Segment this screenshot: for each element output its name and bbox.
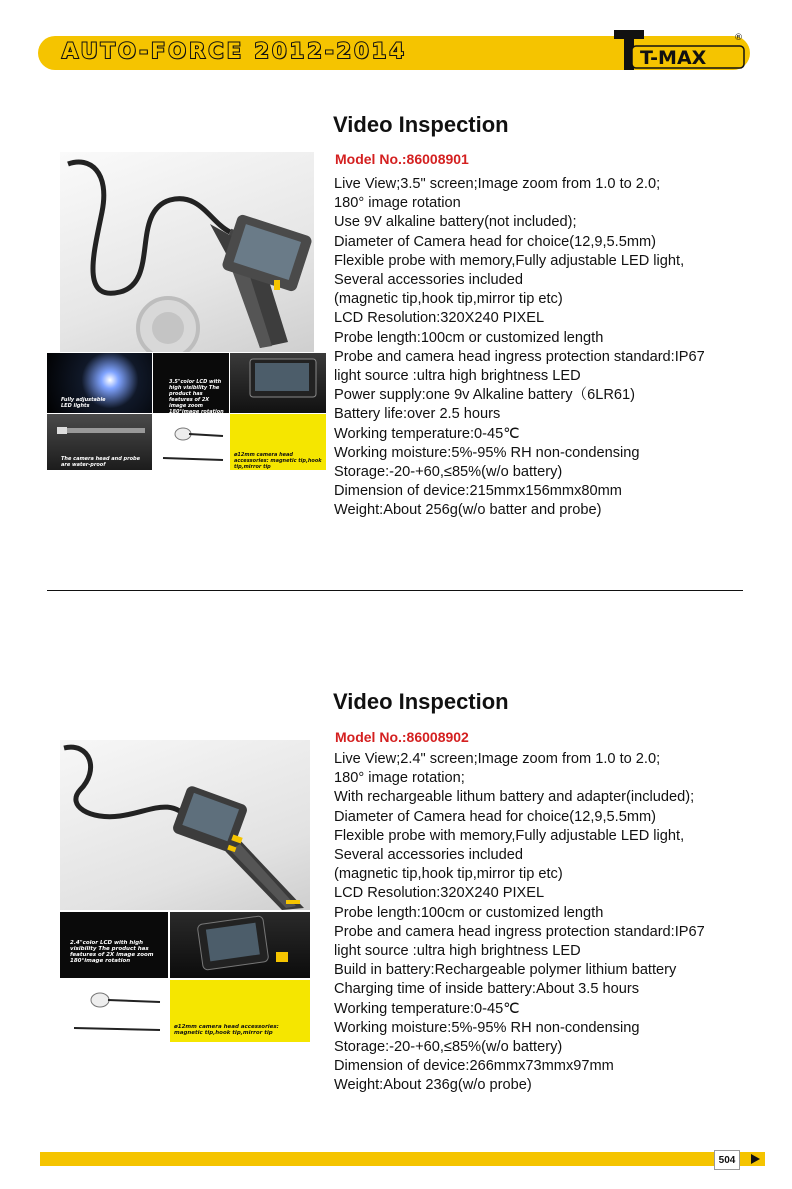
spec-line: Probe length:100cm or customized length [334,904,604,921]
product-1-tile-lcd-info: 3.5"color LCD with high visibility The product has features of 2X image zoom 180°image rotation [153,353,229,413]
spec-line: 180° image rotation [334,195,461,212]
product-1-tile-probe: The camera head and probe are water-proof [47,414,152,470]
spec-line: With rechargeable lithum battery and adapter(included); [334,789,695,806]
spec-line: Build in battery:Rechargeable polymer lithium battery [334,962,677,979]
spec-line: Live View;3.5" screen;Image zoom from 1.0 to 2.0; [334,176,661,192]
spec-line: Use 9V alkaline battery(not included); [334,214,577,231]
catalog-title: AUTO-FORCE 2012-2014 [62,39,407,63]
spec-line: light source :ultra high brightness LED [334,368,581,385]
spec-line: (magnetic tip,hook tip,mirror tip etc) [334,291,563,308]
page-number: 504 [714,1150,740,1170]
spec-line: Probe length:100cm or customized length [334,329,604,346]
product-1-specs [334,175,754,521]
svg-text:®: ® [734,33,743,43]
spec-line: Working temperature:0-45℃ [334,425,520,442]
spec-line: Probe and camera head ingress protection standard:IP67 [334,923,705,940]
product-2-tile-accessories-caption: ø12mm camera head accessories: magnetic tip,hook tip,mirror tip [170,980,310,1042]
product-1-tile-screen [230,353,326,413]
spec-line: Several accessories included [334,272,524,289]
product-1-model: Model No.:86008901 [335,151,469,167]
product-1-tile-accessories [153,414,229,470]
spec-line: Storage:-20-+60,≤85%(w/o battery) [334,1039,563,1056]
spec-line: Storage:-20-+60,≤85%(w/o battery) [334,464,563,481]
logo-text: T-MAX [640,47,707,69]
section-divider [47,590,743,591]
spec-line: Battery life:over 2.5 hours [334,406,501,423]
product-2-tile-lcd-info: 2.4"color LCD with high visibility The product has features of 2X image zoom 180°image rotation [60,912,168,978]
spec-line: Diameter of Camera head for choice(12,9,5.5mm) [334,808,657,825]
spec-line: 180° image rotation; [334,770,465,787]
product-1-tile-accessories-caption: ø12mm camera head accessories: magnetic tip,hook tip,mirror tip [230,414,326,470]
product-1-photo [60,152,314,352]
spec-line: Probe and camera head ingress protection standard:IP67 [334,348,705,365]
product-2-tile-accessories [60,980,168,1042]
spec-line: Working moisture:5%-95% RH non-condensing [334,1019,640,1036]
product-2-model: Model No.:86008902 [335,729,469,745]
spec-line: Power supply:one 9v Alkaline battery（6LR61) [334,387,635,404]
spec-line: Working moisture:5%-95% RH non-condensing [334,444,640,461]
product-2-specs [334,750,754,1096]
spec-line: (magnetic tip,hook tip,mirror tip etc) [334,866,563,883]
spec-line: Live View;2.4" screen;Image zoom from 1.0 to 2.0; [334,751,661,767]
product-2-photo [60,740,310,910]
spec-line: Dimension of device:215mmx156mmx80mm [334,483,622,500]
product-2-title: Video Inspection [333,689,509,714]
tmax-logo [610,28,750,72]
product-1-title: Video Inspection [333,112,509,137]
spec-line: Flexible probe with memory,Fully adjustable LED light, [334,252,685,269]
spec-line: Dimension of device:266mmx73mmx97mm [334,1058,614,1075]
spec-line: Several accessories included [334,847,524,864]
next-arrow-icon [743,1152,765,1166]
spec-line: LCD Resolution:320X240 PIXEL [334,885,545,902]
spec-line: Charging time of inside battery:About 3.5 hours [334,981,640,998]
spec-line: light source :ultra high brightness LED [334,943,581,960]
product-2-tile-screen [170,912,310,978]
spec-line: LCD Resolution:320X240 PIXEL [334,310,545,327]
spec-line: Weight:About 256g(w/o batter and probe) [334,502,602,519]
footer-bar [40,1152,754,1166]
spec-line: Weight:About 236g(w/o probe) [334,1077,532,1094]
product-1-tile-led: Fully adjustable LED lights [47,353,152,413]
spec-line: Working temperature:0-45℃ [334,1000,520,1017]
spec-line: Flexible probe with memory,Fully adjustable LED light, [334,827,685,844]
spec-line: Diameter of Camera head for choice(12,9,5.5mm) [334,233,657,250]
